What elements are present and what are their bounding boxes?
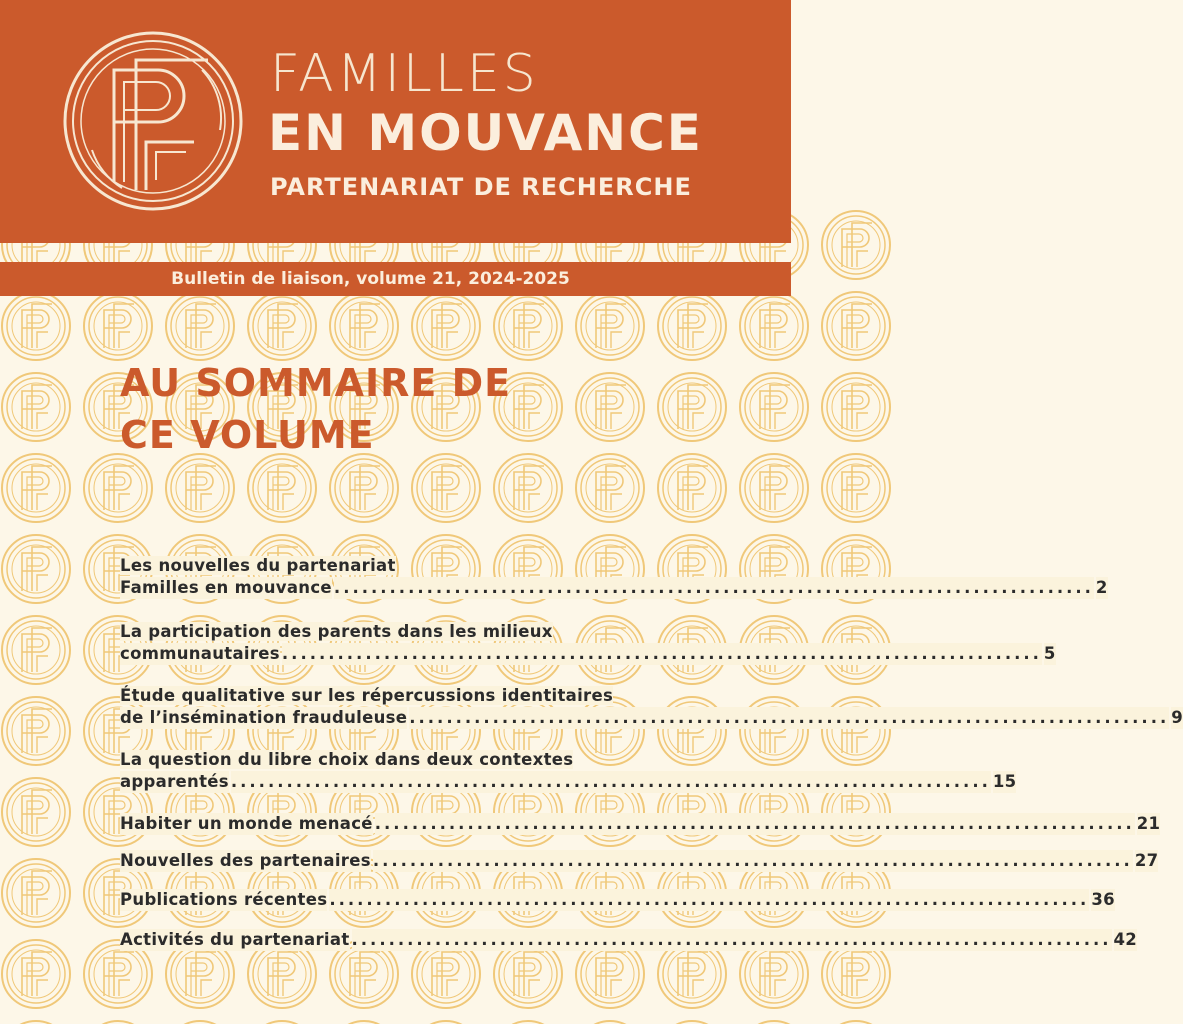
toc-page-number: 21 <box>1136 814 1161 833</box>
toc-page-number: 9 <box>1171 708 1183 727</box>
toc-entry-title: Nouvelles des partenaires <box>120 851 371 870</box>
toc-leader-dots: .................................................................................. <box>281 644 1042 663</box>
bulletin-band <box>0 262 791 296</box>
toc-page-number: 15 <box>992 772 1017 791</box>
title-subtitle: PARTENARIAT DE RECHERCHE <box>270 173 692 201</box>
toc-entry-line1: Les nouvelles du partenariat <box>120 556 396 575</box>
pattern-monogram-icon <box>576 454 644 522</box>
toc-leader-dots: .................................................................................. <box>333 578 1094 597</box>
toc-page-number: 27 <box>1134 851 1159 870</box>
toc-entry[interactable] <box>120 850 1159 872</box>
toc-entry[interactable] <box>120 685 1183 729</box>
pattern-monogram-icon <box>822 211 890 279</box>
pattern-monogram-icon <box>658 454 726 522</box>
toc-leader-dots: .................................................................................. <box>351 930 1112 949</box>
toc-entry[interactable] <box>120 889 1115 911</box>
pattern-monogram-icon <box>740 292 808 360</box>
pattern-monogram-icon <box>658 373 726 441</box>
pattern-monogram-icon <box>2 292 70 360</box>
heading-line-1: AU SOMMAIRE DE <box>120 361 512 405</box>
toc-entry-title: Activités du partenariat <box>120 930 350 949</box>
pattern-monogram-icon <box>248 292 316 360</box>
toc-leader-dots: .................................................................................. <box>230 772 991 791</box>
toc-entry-title: Publications récentes <box>120 890 328 909</box>
bulletin-text: Bulletin de liaison, volume 21, 2024-2025 <box>171 269 570 289</box>
pattern-monogram-icon <box>84 292 152 360</box>
pattern-monogram-icon <box>2 697 70 765</box>
pattern-monogram-icon <box>2 454 70 522</box>
toc-leader-dots: .................................................................................. <box>409 708 1170 727</box>
pattern-monogram-icon <box>2 535 70 603</box>
toc-page-number: 2 <box>1095 578 1108 597</box>
toc-page-number: 36 <box>1091 890 1115 909</box>
pattern-monogram-icon <box>166 454 234 522</box>
pattern-monogram-icon <box>2 940 70 1008</box>
pattern-monogram-icon <box>822 454 890 522</box>
pattern-monogram-icon <box>330 454 398 522</box>
toc-leader-dots: .................................................................................. <box>372 851 1133 870</box>
toc-entry-title: Familles en mouvance <box>120 578 332 597</box>
pattern-monogram-icon <box>84 454 152 522</box>
pattern-monogram-icon <box>412 292 480 360</box>
pattern-monogram-icon <box>658 292 726 360</box>
toc-entry-title: communautaires <box>120 644 280 663</box>
pattern-monogram-icon <box>822 373 890 441</box>
pattern-monogram-icon <box>2 778 70 846</box>
pattern-monogram-icon <box>740 454 808 522</box>
title-en-mouvance: EN MOUVANCE <box>268 104 703 162</box>
pattern-monogram-icon <box>576 292 644 360</box>
toc-page-number: 42 <box>1113 930 1138 949</box>
toc-entry-title: Habiter un monde menacé <box>120 814 373 833</box>
pattern-monogram-icon <box>412 454 480 522</box>
pattern-monogram-icon <box>330 292 398 360</box>
toc-page-number: 5 <box>1043 644 1056 663</box>
toc-entry[interactable] <box>120 929 1138 951</box>
toc-entry-line1: La participation des parents dans les milieux <box>120 622 553 641</box>
toc-entry-title: de l’insémination frauduleuse <box>120 708 408 727</box>
pattern-monogram-icon <box>576 373 644 441</box>
fm-monogram-logo-icon <box>62 30 244 212</box>
pattern-monogram-icon <box>2 373 70 441</box>
pattern-monogram-icon <box>494 454 562 522</box>
toc-entry[interactable] <box>120 749 1017 793</box>
toc-entry-line1: La question du libre choix dans deux contextes <box>120 750 574 769</box>
pattern-monogram-icon <box>822 292 890 360</box>
toc-leader-dots: .................................................................................. <box>329 890 1090 909</box>
toc-entry[interactable] <box>120 621 1056 665</box>
toc-entry[interactable] <box>120 555 1108 599</box>
pattern-monogram-icon <box>740 373 808 441</box>
pattern-monogram-icon <box>166 292 234 360</box>
contents-heading <box>120 357 511 461</box>
toc-entry-line1: Étude qualitative sur les répercussions identitaires <box>120 686 614 705</box>
pattern-monogram-icon <box>2 616 70 684</box>
title-families: FAMILLES <box>270 44 539 104</box>
toc-leader-dots: .................................................................................. <box>374 814 1135 833</box>
pattern-monogram-icon <box>2 859 70 927</box>
heading-line-2: CE VOLUME <box>120 413 375 457</box>
header-banner <box>0 0 791 243</box>
toc-entry-title: apparentés <box>120 772 229 791</box>
toc-entry[interactable] <box>120 813 1161 835</box>
pattern-monogram-icon <box>494 292 562 360</box>
pattern-monogram-icon <box>248 454 316 522</box>
